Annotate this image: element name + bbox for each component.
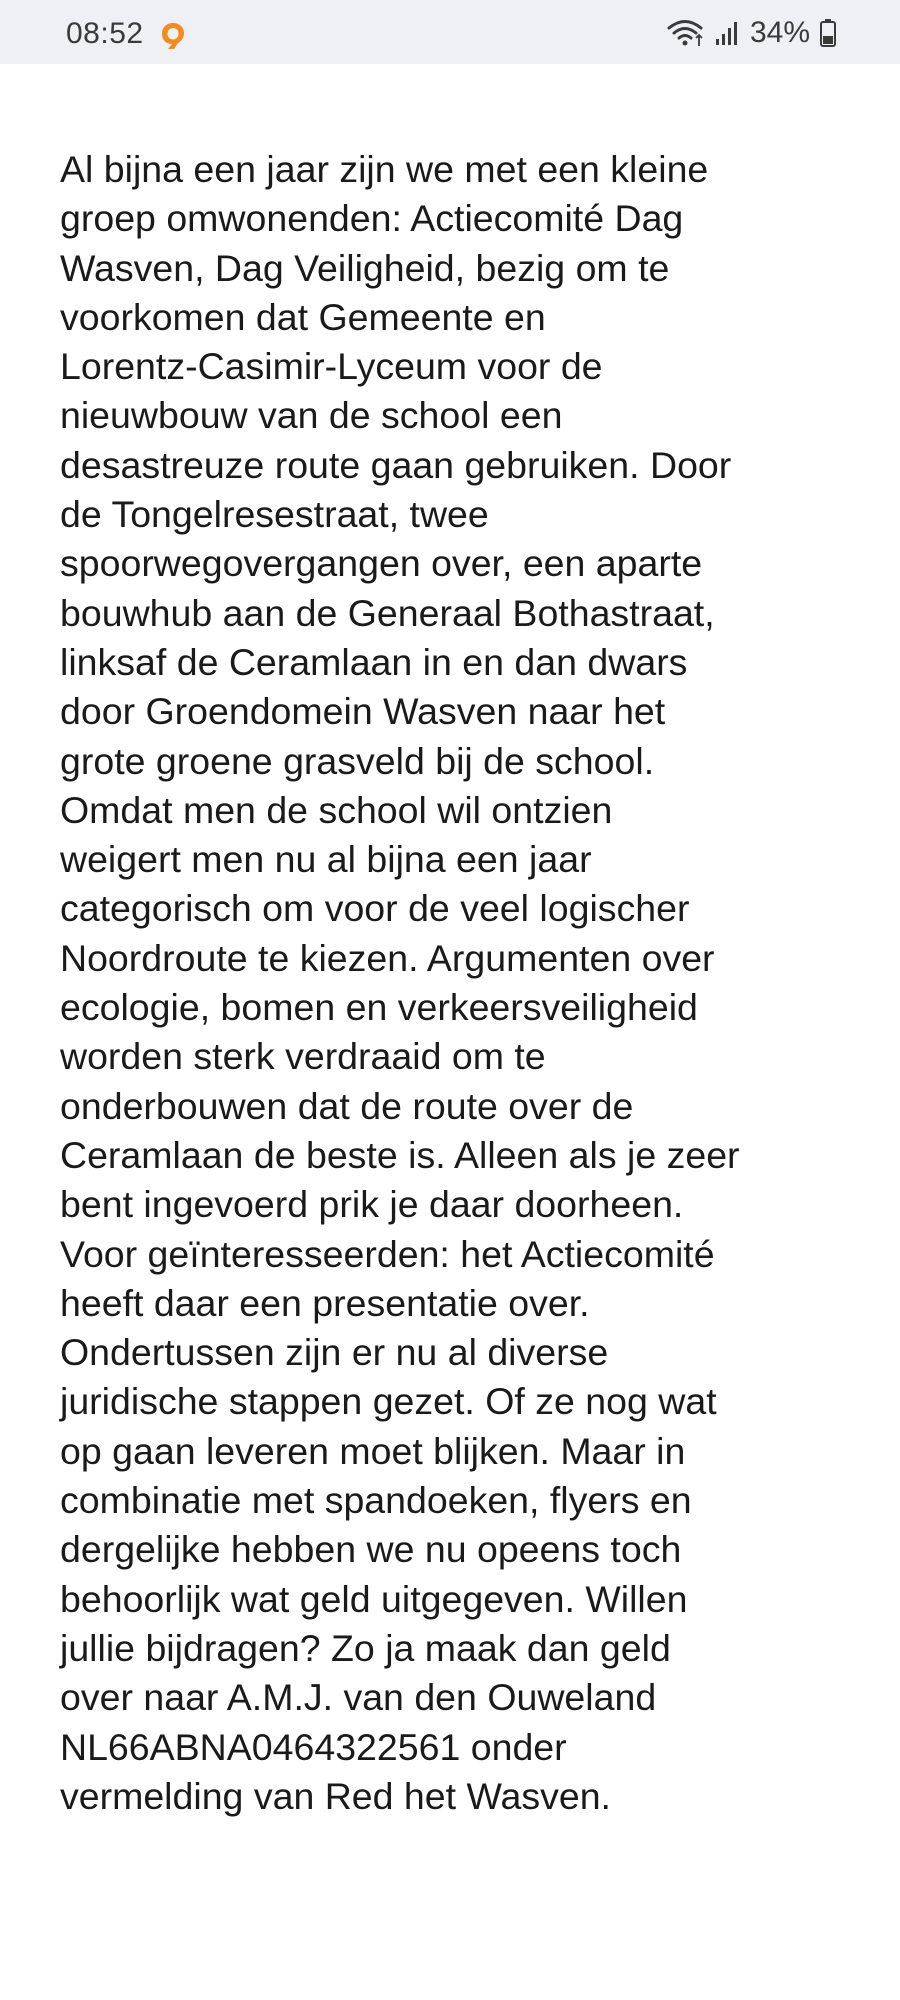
- signal-icon: [714, 19, 740, 47]
- battery-icon: [820, 19, 836, 47]
- status-time: 08:52: [66, 17, 144, 50]
- app-notification-icon: [158, 19, 188, 51]
- status-bar: [0, 0, 900, 64]
- post-body-text: Al bijna een jaar zijn we met een kleine groep omwonenden: Actiecomité Dag Wasven, Dag Veiligheid, bezig om te voorkomen dat Gemeente en Lorentz-Casimir-Lyceum voor de nieuwbouw van de school een desastreuze route gaan gebruiken. Door de Tongelresestraat, twee spoorwegovergangen over, een aparte bouwhub aan de Generaal Bothastraat, linksaf de Ceramlaan in en dan dwars door Groendomein Wasven naar het grote groene grasveld bij de school. Omdat men de school wil ontzien weigert men nu al bijna een jaar categorisch om voor de veel logischer Noordroute te kiezen. Argumenten over ecologie, bomen en verkeersveiligheid worden sterk verdraaid om te onderbouwen dat de route over de Ceramlaan de beste is. Alleen als je zeer bent ingevoerd prik je daar doorheen. Voor geïnteresseerden: het Actiecomité heeft daar een presentatie over. Ondertussen zijn er nu al diverse juridische stappen gezet. Of ze nog wat op gaan leveren moet blijken. Maar in combinatie met spandoeken, flyers en dergelijke hebben we nu opeens toch behoorlijk wat geld uitgegeven. Willen jullie bijdragen? Zo ja maak dan geld over naar A.M.J. van den Ouweland NL66ABNA0464322561 onder vermelding van Red het Wasven.: [60, 148, 740, 1817]
- status-icons: [666, 17, 836, 49]
- wifi-icon: [666, 18, 704, 48]
- battery-percentage: 34%: [749, 16, 810, 49]
